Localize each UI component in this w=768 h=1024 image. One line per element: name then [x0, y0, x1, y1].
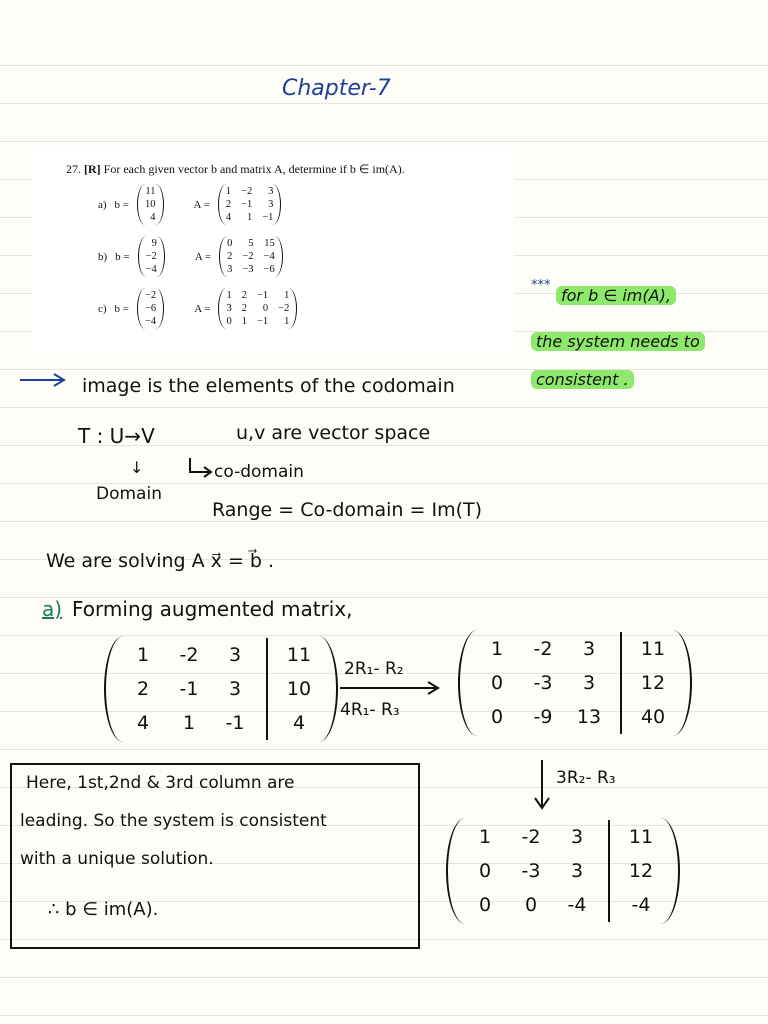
conclusion-line1: Here, 1st,2nd & 3rd column are — [26, 773, 295, 793]
conclusion-box — [10, 763, 420, 949]
down-arrow: ↓ — [130, 458, 144, 477]
b-eq: b = — [114, 198, 130, 211]
b-eq: b = — [114, 302, 130, 315]
A-eq: A = — [194, 302, 211, 315]
range-equation: Range = Co-domain = Im(T) — [212, 499, 483, 521]
b-eq: b = — [115, 250, 130, 263]
down-arrow-icon — [530, 758, 554, 812]
b-vector: 9 −2 −4 — [138, 236, 165, 277]
A-matrix: 1 3 0 2 2 1 −1 0 −1 1 −2 1 — [218, 288, 297, 329]
transform-arrow-icon — [338, 680, 442, 696]
image-definition: image is the elements of the codomain — [82, 375, 455, 397]
conclusion-line4: ∴ b ∈ im(A). — [48, 899, 159, 920]
b-vector: 11 10 4 — [137, 184, 164, 225]
part-a — [98, 184, 281, 225]
problem-box — [32, 146, 514, 352]
side-note-line1: for b ∈ im(A), — [556, 286, 676, 305]
A-eq: A = — [194, 250, 212, 263]
problem-text: For each given vector b and matrix A, determine if b ∈ im(A). — [103, 162, 405, 176]
side-note-line2: the system needs to — [531, 332, 705, 351]
part-a-text: Forming augmented matrix, — [72, 597, 353, 621]
conclusion-line3: with a unique solution. — [20, 849, 214, 869]
domain-label: Domain — [96, 484, 162, 504]
part-label: b) — [98, 250, 108, 263]
solving-line: We are solving A x⃗ = b⃗ . — [46, 550, 275, 572]
right-arrow-icon — [18, 372, 68, 388]
problem-header — [66, 162, 405, 177]
part-label: a) — [98, 198, 107, 211]
corner-arrow-icon — [186, 456, 216, 480]
A-eq: A = — [193, 198, 210, 211]
side-note-line3: consistent . — [531, 370, 634, 389]
stars-mark: *** — [531, 278, 551, 293]
augmented-matrix-3: 1 0 0 -2 -3 0 3 3 -4 11 12 -4 — [446, 818, 680, 924]
problem-number: 27. — [66, 162, 81, 176]
augmented-matrix-1: 1 2 4 -2 -1 1 3 3 -1 11 10 4 — [104, 636, 338, 742]
A-matrix: 1 2 4 −2 −1 1 3 3 −1 — [218, 184, 282, 225]
row-op-2: 4R₁- R₃ — [340, 700, 400, 720]
map-notation: T : U→V — [78, 424, 155, 448]
part-label: c) — [98, 302, 107, 315]
codomain-label: co-domain — [214, 462, 304, 482]
augmented-matrix-2: 1 0 0 -2 -3 -9 3 3 13 11 12 40 — [458, 630, 692, 736]
row-op-1: 2R₁- R₂ — [344, 659, 404, 679]
A-matrix: 0 2 3 5 −2 −3 15 −4 −6 — [219, 236, 283, 277]
problem-tag: [R] — [84, 162, 101, 176]
spaces-note: u,v are vector space — [236, 422, 431, 444]
part-c — [98, 288, 297, 329]
part-a-label: a) — [42, 597, 63, 621]
row-op-3: 3R₂- R₃ — [556, 768, 616, 788]
page-title: Chapter-7 — [282, 76, 391, 101]
conclusion-line2: leading. So the system is consistent — [20, 811, 327, 831]
part-b — [98, 236, 283, 277]
b-vector: −2 −6 −4 — [137, 288, 164, 329]
